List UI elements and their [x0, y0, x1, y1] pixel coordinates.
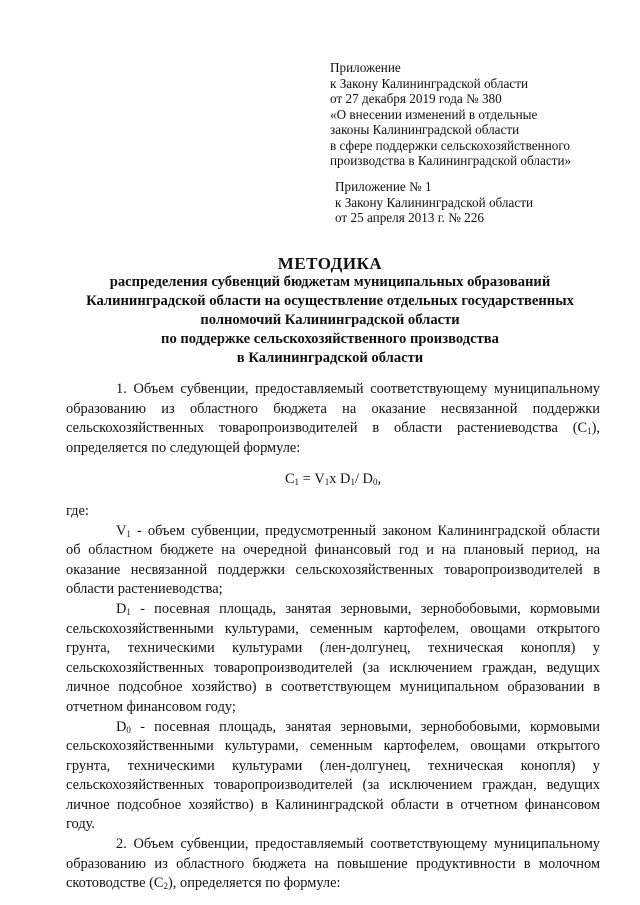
formula-part: ,: [377, 471, 382, 488]
title-line: в Калининградской области: [236, 350, 424, 366]
paragraph-1: [66, 380, 600, 458]
formula-part: / D: [354, 471, 373, 488]
definition-symbol: D: [116, 600, 127, 617]
formula-subscript: 1: [350, 477, 355, 488]
formula-c1: [66, 470, 600, 490]
definition-text: - посевная площадь, занятая зерновыми, зернобобовыми, кормовыми сельскохозяйственными культурами, семенным картофелем, овощами открытого грунта, техническими культурами (лен-долгунец, техническая конопля) у сельскохозяйственных товаропроизводителей (за исключением граждан, ведущих личное подсобное хозяйство) в Калининградской области в отчетном финансовом году.: [66, 718, 600, 833]
paragraph-2-subscript: 2: [163, 881, 169, 892]
annex-law-line: производства в Калининградской области»: [330, 153, 572, 168]
paragraph-1-tail: ), определяется по следующей формуле:: [66, 420, 600, 456]
definition-subscript: 0: [126, 724, 131, 735]
annex-law-line: от 27 декабря 2019 года № 380: [330, 91, 502, 106]
title-heading: МЕТОДИКА: [277, 254, 383, 273]
formula-subscript: 0: [372, 477, 378, 488]
document-title: [60, 254, 600, 368]
definition-d0: [66, 718, 600, 836]
paragraph-2-tail: ), определяется по формуле:: [168, 875, 341, 892]
definition-text: - посевная площадь, занятая зерновыми, зернобобовыми, кормовыми сельскохозяйственными культурами, семенным картофелем, овощами открытого грунта, техническими культурами (лен-долгунец, техническая конопля) у сельскохозяйственных товаропроизводителей (за исключением граждан, ведущих личное подсобное хозяйство) в соответствующем муниципальном образовании в отчетном финансовом году;: [66, 600, 600, 715]
definition-subscript: 1: [126, 606, 131, 617]
title-line: полномочий Калининградской области: [200, 312, 460, 328]
definition-symbol: V: [116, 522, 127, 539]
annex-law-line: «О внесении изменений в отдельные: [330, 106, 538, 122]
formula-part: = V: [299, 471, 325, 488]
definition-symbol: D: [116, 718, 127, 735]
annex-one-line: от 25 апреля 2013 г. № 226: [335, 210, 484, 225]
paragraph-1-subscript: 1: [587, 426, 592, 437]
annex-law-line: законы Калининградской области: [330, 122, 520, 137]
definition-subscript: 1: [126, 528, 131, 539]
title-line: по поддержке сельскохозяйственного производства: [161, 331, 499, 347]
annex-one-block: [335, 179, 533, 226]
annex-law-line: Приложение: [330, 60, 401, 75]
annex-law-block: [330, 60, 571, 169]
annex-one-line: к Закону Калининградской области: [335, 194, 534, 210]
title-line: Калининградской области на осуществление отдельных государственных: [86, 293, 574, 309]
formula-part: С: [284, 471, 295, 488]
definition-v1: [66, 522, 600, 600]
where-label: где:: [66, 502, 89, 519]
annex-law-line: в сфере поддержки сельскохозяйственного: [330, 137, 571, 153]
title-line: распределения субвенций бюджетам муниципальных образований: [109, 274, 551, 290]
formula-subscript: 1: [294, 477, 300, 488]
formula-subscript: 1: [324, 477, 330, 488]
paragraph-2: [66, 835, 600, 894]
formula-part: x D: [329, 471, 351, 488]
definition-d1: [66, 600, 600, 718]
annex-one-line: Приложение № 1: [335, 179, 432, 194]
definition-text: - объем субвенции, предусмотренный законом Калининградской области об областном бюджете на очередной финансовый год и на плановый период, на оказание несвязанной поддержки сельскохозяйственных товаропроизводителей в области растениеводства;: [66, 522, 600, 598]
annex-law-line: к Закону Калининградской области: [330, 75, 529, 91]
paragraph-1-text: 1. Объем субвенции, предоставляемый соответствующему муниципальному образованию из областного бюджета на оказание несвязанной поддержки сельскохозяйственных товаропроизводителей в области растениеводства (С: [66, 381, 600, 437]
document-body: [66, 380, 600, 894]
paragraph-2-text: 2. Объем субвенции, предоставляемый соответствующему муниципальному образованию из областного бюджета на повышение продуктивности в молочном скотоводстве (С: [66, 836, 600, 892]
